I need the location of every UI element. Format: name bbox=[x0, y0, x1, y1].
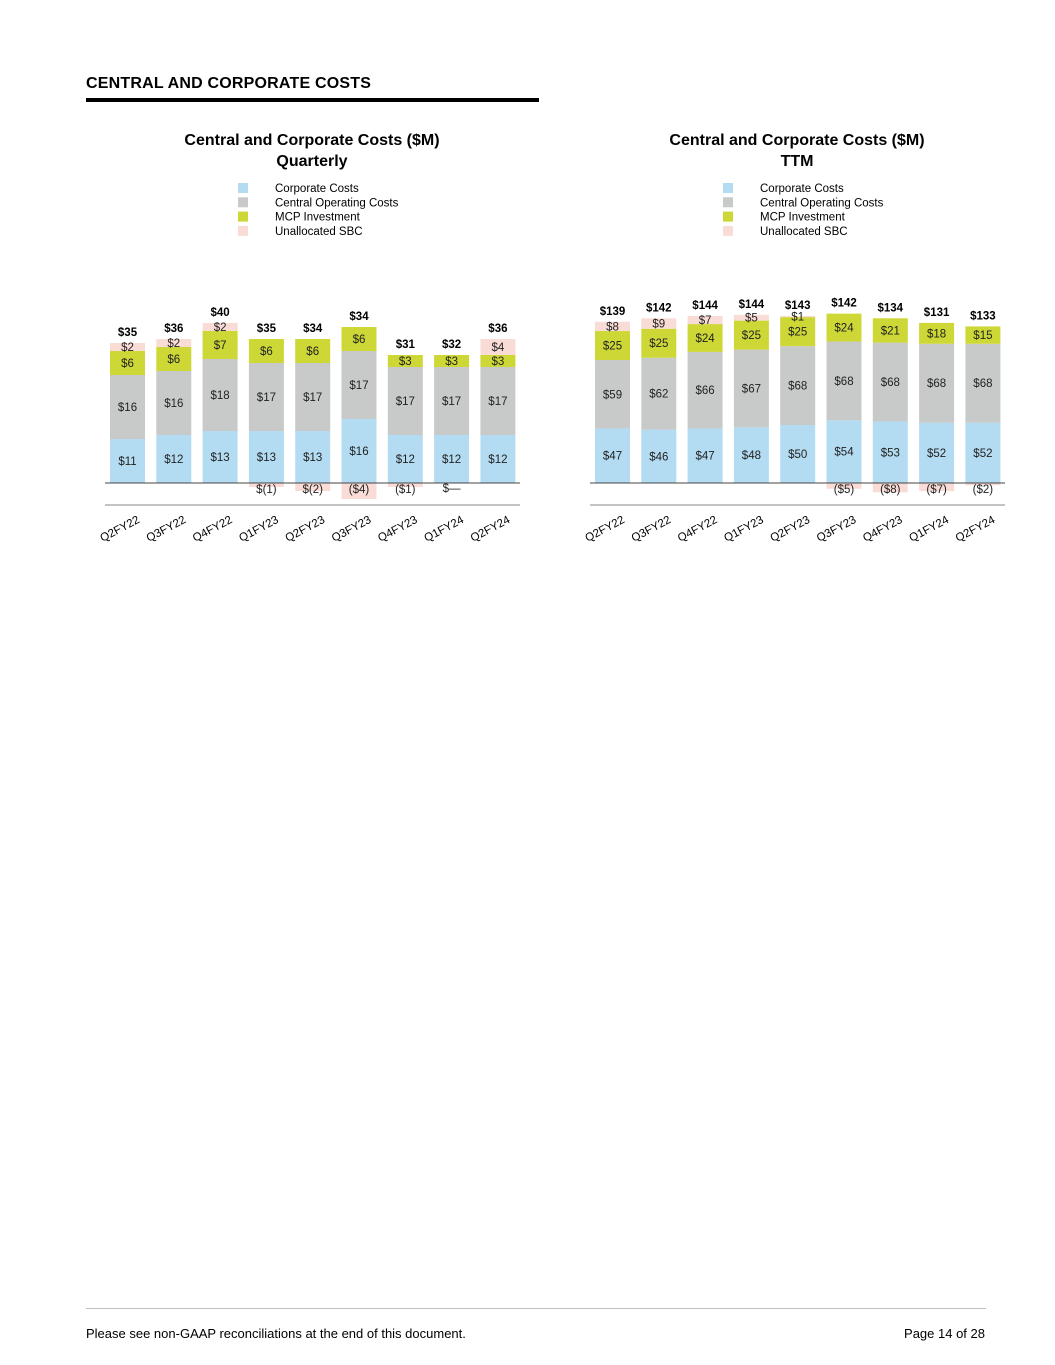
chart1-bar-label-0-2: $13 bbox=[210, 452, 230, 464]
footer-divider bbox=[86, 1308, 986, 1309]
chart2-bar-label-2-5: $24 bbox=[834, 322, 854, 335]
chart1-bar-label-0-3: $13 bbox=[256, 452, 276, 464]
chart1-category-1: Q3FY22 bbox=[144, 514, 189, 545]
chart1-category-2: Q4FY22 bbox=[190, 514, 235, 545]
chart2-legend-swatch-2 bbox=[723, 212, 733, 222]
chart2-total-6: $134 bbox=[877, 302, 904, 315]
chart1-bar-label-1-6: $17 bbox=[395, 396, 415, 408]
chart2-bar-label-2-6: $21 bbox=[880, 325, 900, 338]
chart1-legend-swatch-1 bbox=[238, 197, 248, 207]
chart1-bar-label-2-8: $3 bbox=[491, 356, 505, 368]
chart1-category-8: Q2FY24 bbox=[468, 514, 513, 545]
chart2-bar-label-3-3: $5 bbox=[745, 312, 758, 325]
chart2-bar-label-1-7: $68 bbox=[927, 378, 947, 391]
chart2-legend-swatch-0 bbox=[723, 183, 733, 193]
chart1-bar-label-3-8: $4 bbox=[491, 342, 505, 354]
chart2-legend-swatch-1 bbox=[723, 197, 733, 207]
chart2-bar-label-2-1: $25 bbox=[649, 338, 669, 351]
chart1-legend-swatch-0 bbox=[238, 183, 248, 193]
chart2-total-2: $144 bbox=[692, 299, 718, 312]
chart2-category-0: Q2FY22 bbox=[583, 514, 627, 545]
chart2-legend-label-3: Unallocated SBC bbox=[760, 225, 848, 238]
chart2-category-1: Q3FY22 bbox=[629, 514, 674, 545]
chart1-bar-label-1-4: $17 bbox=[303, 392, 323, 404]
chart1-category-6: Q4FY23 bbox=[376, 514, 420, 545]
chart1-bar-label-3-4: $(2) bbox=[302, 484, 323, 496]
chart1-total-5: $34 bbox=[349, 311, 369, 323]
chart1-bar-label-1-2: $18 bbox=[210, 390, 230, 402]
chart2-bar-label-0-4: $50 bbox=[788, 449, 808, 461]
chart2-bar-label-0-6: $53 bbox=[880, 447, 900, 460]
chart1-bar-label-2-3: $6 bbox=[260, 346, 273, 358]
chart1-category-7: Q1FY24 bbox=[422, 514, 466, 545]
chart2-total-4: $143 bbox=[784, 299, 811, 312]
chart2-category-2: Q4FY22 bbox=[675, 514, 720, 545]
chart2-total-0: $139 bbox=[599, 305, 626, 318]
chart2-bar-label-3-1: $9 bbox=[652, 318, 666, 331]
chart1-bar-label-0-5: $16 bbox=[349, 446, 369, 458]
chart2-title: Central and Corporate Costs ($M) bbox=[669, 132, 925, 149]
chart2-bar-label-1-8: $68 bbox=[973, 378, 993, 391]
chart2-category-3: Q1FY23 bbox=[722, 514, 766, 545]
chart1-subtitle: Quarterly bbox=[276, 153, 348, 170]
chart2-bar-label-3-5: ($5) bbox=[833, 484, 855, 496]
chart1-bar-label-1-0: $16 bbox=[117, 402, 138, 414]
chart2-bar-label-1-0: $59 bbox=[602, 389, 623, 402]
chart2-category-8: Q2FY24 bbox=[953, 514, 998, 545]
chart1-bar-label-2-2: $7 bbox=[213, 340, 227, 352]
chart1-bar-label-0-1: $12 bbox=[164, 454, 184, 466]
chart1-total-6: $31 bbox=[395, 339, 415, 351]
chart1-legend-label-1: Central Operating Costs bbox=[275, 197, 399, 210]
chart2-bar-label-2-8: $15 bbox=[973, 330, 993, 343]
chart1-bar-label-0-7: $12 bbox=[442, 454, 462, 466]
chart2-bar-label-2-3: $25 bbox=[741, 330, 761, 343]
chart2-total-1: $142 bbox=[646, 302, 672, 315]
chart2-bar-label-2-7: $18 bbox=[927, 328, 947, 341]
charts-canvas bbox=[0, 0, 1055, 620]
chart2-bar-label-0-5: $54 bbox=[834, 446, 854, 459]
chart2-bar-label-3-4: $1 bbox=[791, 311, 805, 324]
chart1-category-0: Q2FY22 bbox=[98, 514, 142, 545]
chart2-total-8: $133 bbox=[970, 310, 996, 323]
chart2-bar-label-0-1: $46 bbox=[649, 451, 669, 464]
chart1-category-3: Q1FY23 bbox=[237, 514, 281, 545]
chart2-bar-label-0-7: $52 bbox=[927, 447, 947, 460]
chart1-bar-label-3-1: $2 bbox=[167, 338, 181, 350]
chart1-total-1: $36 bbox=[164, 323, 184, 335]
chart1-bar-label-2-7: $3 bbox=[445, 356, 458, 368]
chart1-total-4: $34 bbox=[303, 323, 323, 335]
chart2-legend-label-2: MCP Investment bbox=[760, 211, 845, 224]
chart2-bar-label-0-0: $47 bbox=[602, 450, 623, 463]
chart1-category-4: Q2FY23 bbox=[283, 514, 328, 545]
chart1-bar-label-3-3: $(1) bbox=[256, 484, 277, 496]
chart2-category-4: Q2FY23 bbox=[768, 514, 813, 545]
chart1-bar-label-1-8: $17 bbox=[488, 396, 508, 408]
chart1-total-2: $40 bbox=[210, 307, 230, 319]
chart2-bar-label-3-2: $7 bbox=[698, 315, 712, 328]
chart2-bar-label-2-4: $25 bbox=[788, 326, 808, 339]
chart1-legend-swatch-2 bbox=[238, 212, 248, 222]
chart2-bar-label-1-3: $67 bbox=[741, 383, 761, 396]
chart1-legend-label-3: Unallocated SBC bbox=[275, 225, 363, 238]
chart2-bar-label-2-2: $24 bbox=[695, 333, 715, 345]
chart1-bar-label-2-5: $6 bbox=[352, 334, 366, 346]
chart2-legend-swatch-3 bbox=[723, 226, 733, 236]
chart1-bar-label-1-1: $16 bbox=[164, 398, 184, 410]
chart2-bar-label-3-6: ($8) bbox=[880, 484, 901, 496]
chart1-bar-label-2-0: $6 bbox=[121, 358, 134, 370]
section-title: CENTRAL AND CORPORATE COSTS bbox=[86, 75, 372, 92]
chart1-bar-label-1-7: $17 bbox=[442, 396, 462, 408]
chart1-total-7: $32 bbox=[442, 339, 462, 351]
chart2-bar-label-1-6: $68 bbox=[880, 377, 900, 390]
chart2-bar-label-0-2: $47 bbox=[695, 450, 715, 463]
chart2-bar-label-1-1: $62 bbox=[649, 388, 669, 401]
chart2-bar-label-1-2: $66 bbox=[695, 385, 715, 398]
chart2-total-3: $144 bbox=[738, 298, 765, 311]
chart1-bar-label-3-6: ($1) bbox=[395, 484, 416, 496]
chart2-subtitle: TTM bbox=[780, 153, 814, 170]
chart2-bar-label-2-0: $25 bbox=[602, 340, 623, 353]
chart1-bar-label-3-5: ($4) bbox=[348, 484, 370, 496]
chart2-bar-label-0-3: $48 bbox=[741, 450, 761, 463]
chart2-bar-label-0-8: $52 bbox=[973, 447, 993, 460]
chart1-total-8: $36 bbox=[488, 323, 508, 335]
chart1-legend-label-2: MCP Investment bbox=[275, 211, 360, 224]
chart1-legend-label-0: Corporate Costs bbox=[275, 183, 359, 195]
chart1-bar-label-2-1: $6 bbox=[167, 354, 181, 366]
chart1-bar-label-1-5: $17 bbox=[349, 380, 369, 392]
chart1-bar-label-0-0: $11 bbox=[118, 456, 137, 468]
chart1-total-0: $35 bbox=[117, 327, 138, 339]
chart2-legend-label-0: Corporate Costs bbox=[760, 183, 844, 195]
chart1-bar-label-0-6: $12 bbox=[395, 454, 415, 466]
chart1-bar-label-2-4: $6 bbox=[306, 346, 320, 358]
chart2-total-7: $131 bbox=[923, 306, 950, 319]
chart2-bar-label-3-0: $8 bbox=[606, 321, 619, 334]
chart2-bar-label-3-8: ($2) bbox=[972, 484, 994, 496]
chart1-bar-label-3-2: $2 bbox=[213, 322, 227, 334]
page-number: Page 14 of 28 bbox=[904, 1326, 985, 1341]
chart1-bar-label-1-3: $17 bbox=[256, 392, 276, 404]
chart1-total-3: $35 bbox=[256, 323, 276, 335]
chart2-legend-label-1: Central Operating Costs bbox=[760, 197, 884, 210]
footer-note: Please see non-GAAP reconciliations at the end of this document. bbox=[86, 1326, 466, 1341]
chart1-category-5: Q3FY23 bbox=[329, 514, 374, 545]
chart1-bar-label-2-6: $3 bbox=[398, 356, 412, 368]
chart1-legend-swatch-3 bbox=[238, 226, 248, 236]
chart2-total-5: $142 bbox=[831, 297, 857, 310]
chart1-bar-label-3-7: $— bbox=[442, 483, 461, 495]
chart1-bar-label-3-0: $2 bbox=[121, 342, 134, 354]
chart1-bar-label-0-8: $12 bbox=[488, 454, 508, 466]
chart2-category-7: Q1FY24 bbox=[907, 514, 951, 545]
chart1-title: Central and Corporate Costs ($M) bbox=[184, 132, 440, 149]
chart2-category-6: Q4FY23 bbox=[861, 514, 905, 545]
chart2-bar-label-3-7: ($7) bbox=[926, 484, 947, 496]
chart2-bar-label-1-5: $68 bbox=[834, 375, 854, 388]
chart2-category-5: Q3FY23 bbox=[814, 514, 859, 545]
chart2-bar-label-1-4: $68 bbox=[788, 380, 808, 393]
chart1-bar-label-0-4: $13 bbox=[303, 452, 323, 464]
